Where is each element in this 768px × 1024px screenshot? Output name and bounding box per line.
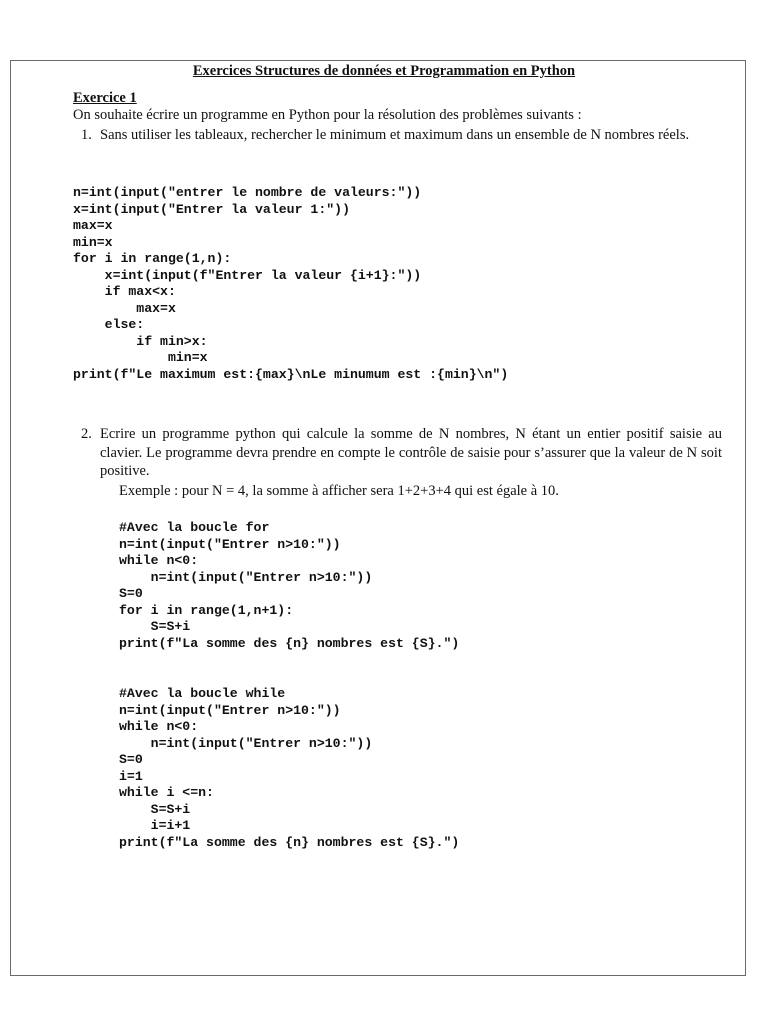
code-block-while-loop: #Avec la boucle while n=int(input("Entrer n>10:")) while n<0: n=int(input("Entrer n>10:")) S=0 i=1 while i <=n: S=S+i i=i+1 print(f"La somme des {n} nombres est {S}.")	[119, 686, 460, 850]
code-block-min-max: n=int(input("entrer le nombre de valeurs:")) x=int(input("Entrer la valeur 1:")) max=x min=x for i in range(1,n): x=int(input(f"Entrer la valeur {i+1}:")) if max<x: max=x else: if min>x: min=x print(f"Le maximum est:{max}\nLe minumum est :{min}\n")	[73, 185, 509, 383]
list-item-number: 2.	[81, 426, 92, 442]
example-text: Exemple : pour N = 4, la somme à afficher sera 1+2+3+4 qui est égale à 10.	[119, 483, 559, 499]
exercise-intro: On souhaite écrire un programme en Python pour la résolution des problèmes suivants :	[73, 107, 582, 123]
list-item-1	[81, 126, 722, 145]
code-block-for-loop: #Avec la boucle for n=int(input("Entrer n>10:")) while n<0: n=int(input("Entrer n>10:")) S=0 for i in range(1,n+1): S=S+i print(f"La somme des {n} nombres est {S}.")	[119, 520, 460, 651]
list-item-2	[81, 425, 722, 481]
document-title: Exercices Structures de données et Programmation en Python	[192, 63, 576, 79]
exercise-title: Exercice 1	[73, 90, 137, 106]
list-item-number: 1.	[81, 127, 92, 143]
list-item-text: Sans utiliser les tableaux, rechercher le minimum et maximum dans un ensemble de N nombres réels.	[100, 127, 690, 143]
list-item-text: Ecrire un programme python qui calcule la somme de N nombres, N étant un entier positif saisie au clavier. Le programme devra prendre en compte le contrôle de saisie pour s’assurer que la valeur de N soit positive.	[100, 426, 722, 479]
